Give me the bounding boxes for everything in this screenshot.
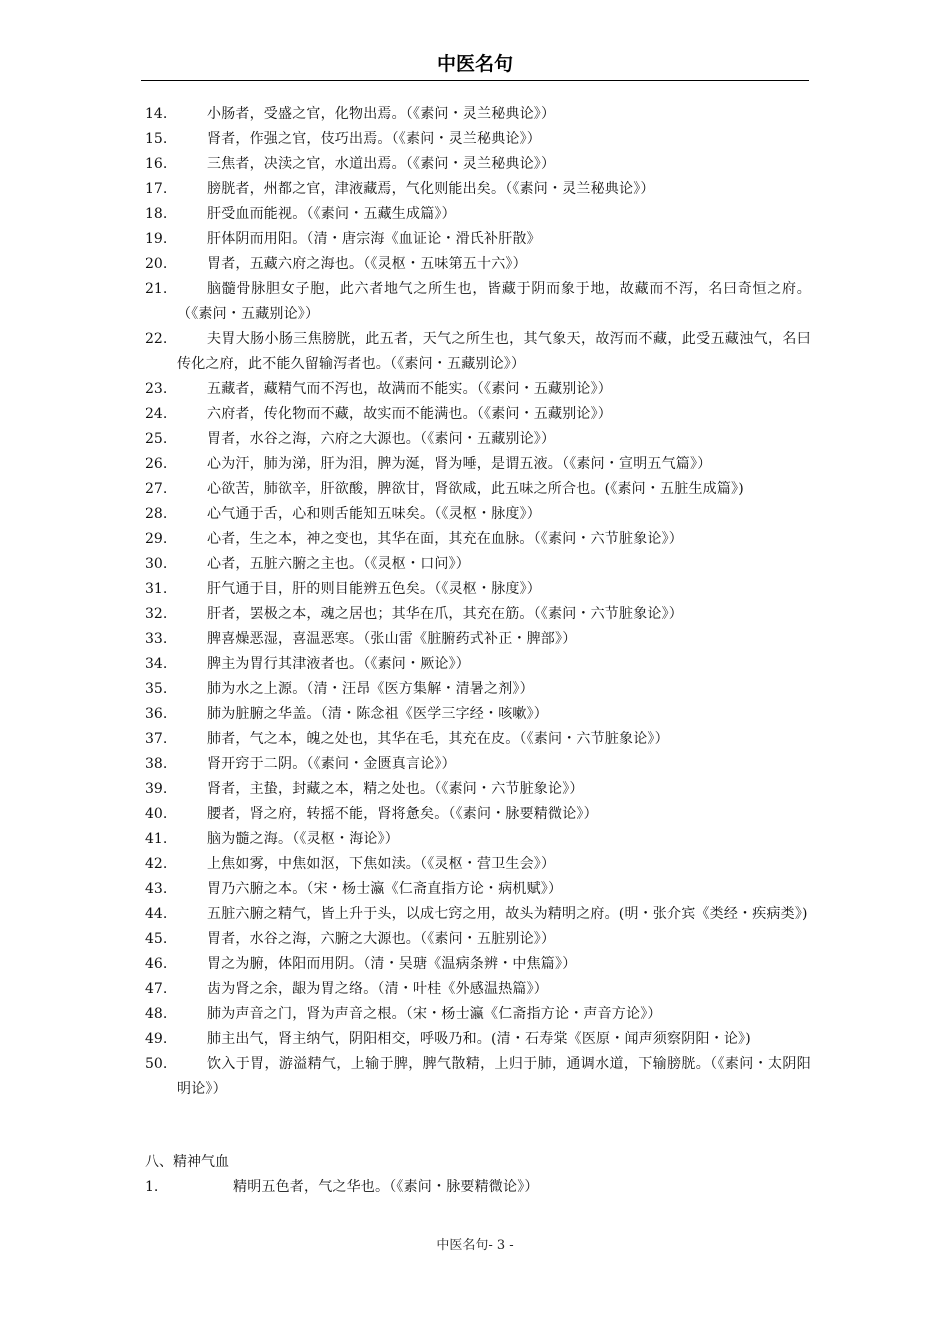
list-item	[0, 402, 950, 427]
item-text: 肝受血而能视。（《素问・五藏生成篇》）	[207, 206, 456, 222]
list-item	[0, 927, 950, 952]
page-header-title: 中医名句	[436, 53, 513, 75]
item-text: 膀胱者，州都之官，津液藏焉，气化则能出矣。（《素问・灵兰秘典论》）	[207, 181, 655, 197]
item-number: 47.	[145, 981, 168, 997]
item-text: 小肠者，受盛之官，化物出焉。（《素问・灵兰秘典论》）	[207, 106, 556, 122]
list-item	[0, 877, 950, 902]
item-text: 肺为水之上源。（清・汪昂《医方集解・清暑之剂》）	[207, 681, 534, 697]
list-item	[0, 902, 950, 927]
item-text: 精明五色者，气之华也。（《素问・脉要精微论》）	[233, 1179, 539, 1195]
list-item	[0, 827, 950, 852]
list-item	[0, 777, 950, 802]
page-footer: 中医名句- 3 -	[436, 1238, 514, 1253]
item-number: 49.	[145, 1031, 168, 1047]
list-item	[0, 1027, 950, 1052]
item-text: 脑髓骨脉胆女子胞，此六者地气之所生也，皆藏于阴而象于地，故藏而不泻，名曰奇恒之府。（《素问・五藏别论》）	[177, 281, 811, 322]
item-number: 28.	[145, 506, 168, 522]
item-number: 17.	[145, 181, 168, 197]
item-text: 肝气通于目，肝的则目能辨五色矣。（《灵枢・脉度》）	[207, 581, 541, 597]
item-number: 18.	[145, 206, 168, 222]
item-number: 25.	[145, 431, 168, 447]
item-text: 肺主出气，肾主纳气，阴阳相交，呼吸乃和。(清・石寿棠《医原・闻声须察阴阳・论》)	[207, 1031, 751, 1047]
list-item	[0, 577, 950, 602]
list-item	[0, 452, 950, 477]
item-text: 心者，五脏六腑之主也。（《灵枢・口问》）	[207, 556, 470, 572]
item-number: 48.	[145, 1006, 168, 1022]
item-text: 胃者，水谷之海，六腑之大源也。（《素问・五脏别论》）	[207, 931, 556, 947]
item-number: 23.	[145, 381, 168, 397]
item-text: 心欲苦，肺欲辛，肝欲酸，脾欲甘，肾欲咸，此五味之所合也。(《素问・五脏生成篇》)	[207, 481, 744, 497]
item-text: 心者，生之本，神之变也，其华在面，其充在血脉。（《素问・六节脏象论》）	[207, 531, 683, 547]
list-item	[0, 1002, 950, 1027]
item-text: 肾者，作强之官，伎巧出焉。（《素问・灵兰秘典论》）	[207, 131, 541, 147]
list-item	[0, 177, 950, 202]
item-number: 41.	[145, 831, 168, 847]
item-number: 19.	[145, 231, 168, 247]
item-number: 34.	[145, 656, 168, 672]
item-number: 15.	[145, 131, 168, 147]
item-text: 腰者，肾之府，转摇不能，肾将惫矣。（《素问・脉要精微论》）	[207, 806, 598, 822]
list-item	[0, 552, 950, 577]
item-text: 肝体阴而用阳。（清・唐宗海《血证论・滑氏补肝散》	[207, 231, 541, 247]
list-item	[0, 227, 950, 252]
item-text: 胃之为腑，体阳而用阴。（清・吴瑭《温病条辨・中焦篇》）	[207, 956, 577, 972]
item-number: 33.	[145, 631, 168, 647]
item-number: 22.	[145, 331, 168, 347]
item-number: 1.	[145, 1179, 159, 1195]
list-item	[0, 152, 950, 177]
item-text: 六府者，传化物而不藏，故实而不能满也。（《素问・五藏别论》）	[207, 406, 612, 422]
section-title: 八、精神气血	[145, 1154, 229, 1170]
list-item	[0, 852, 950, 877]
list-item	[0, 977, 950, 1002]
item-number: 35.	[145, 681, 168, 697]
item-number: 44.	[145, 906, 168, 922]
item-text: 肺为声音之门，肾为声音之根。（宋・杨士瀛《仁斋指方论・声音方论》）	[207, 1006, 662, 1022]
item-number: 45.	[145, 931, 168, 947]
item-text: 脾喜燥恶湿，喜温恶寒。（张山雷《脏腑药式补正・脾部》）	[207, 631, 577, 647]
item-number: 21.	[145, 281, 168, 297]
item-number: 42.	[145, 856, 168, 872]
item-number: 46.	[145, 956, 168, 972]
list-item	[0, 752, 950, 777]
list-item	[0, 102, 950, 127]
list-item	[0, 277, 950, 327]
item-number: 26.	[145, 456, 168, 472]
item-text: 五脏六腑之精气，皆上升于头，以成七窍之用，故头为精明之府。(明・张介宾《类经・疾病类》)	[207, 906, 808, 922]
item-number: 50.	[145, 1056, 168, 1072]
item-text: 肾开窍于二阴。（《素问・金匮真言论》）	[207, 756, 456, 772]
list-item	[0, 1052, 950, 1102]
item-number: 27.	[145, 481, 168, 497]
item-number: 30.	[145, 556, 168, 572]
list-item	[0, 427, 950, 452]
item-number: 37.	[145, 731, 168, 747]
item-number: 38.	[145, 756, 168, 772]
item-text: 五藏者，藏精气而不泻也，故满而不能实。（《素问・五藏别论》）	[207, 381, 612, 397]
quote-list	[0, 102, 950, 1102]
list-item	[0, 252, 950, 277]
item-number: 39.	[145, 781, 168, 797]
item-text: 胃者，五藏六府之海也。（《灵枢・五味第五十六》）	[207, 256, 527, 272]
item-number: 24.	[145, 406, 168, 422]
item-text: 上焦如雾，中焦如沤，下焦如渎。（《灵枢・营卫生会》）	[207, 856, 556, 872]
list-item	[0, 477, 950, 502]
list-item	[0, 502, 950, 527]
list-item	[0, 727, 950, 752]
list-item	[0, 952, 950, 977]
list-item	[0, 677, 950, 702]
item-text: 肝者，罢极之本，魂之居也；其华在爪，其充在筋。（《素问・六节脏象论》）	[207, 606, 683, 622]
item-number: 40.	[145, 806, 168, 822]
item-text: 胃乃六腑之本。（宋・杨士瀛《仁斋直指方论・病机赋》）	[207, 881, 563, 897]
item-text: 肺为脏腑之华盖。（清・陈念祖《医学三字经・咳嗽》）	[207, 706, 548, 722]
item-number: 14.	[145, 106, 168, 122]
item-number: 20.	[145, 256, 168, 272]
item-text: 胃者，水谷之海，六府之大源也。（《素问・五藏别论》）	[207, 431, 556, 447]
list-item	[0, 377, 950, 402]
list-item	[0, 627, 950, 652]
item-text: 夫胃大肠小肠三焦膀胱，此五者，天气之所生也，其气象天，故泻而不藏，此受五藏浊气，名曰传化之府，此不能久留输泻者也。（《素问・五藏别论》）	[177, 331, 811, 372]
header-divider	[141, 80, 809, 81]
item-text: 肺者，气之本，魄之处也，其华在毛，其充在皮。（《素问・六节脏象论》）	[207, 731, 669, 747]
item-text: 三焦者，决渎之官，水道出焉。（《素问・灵兰秘典论》）	[207, 156, 556, 172]
item-number: 36.	[145, 706, 168, 722]
list-item	[0, 127, 950, 152]
item-text: 齿为肾之余，龈为胃之络。（清・叶桂《外感温热篇》）	[207, 981, 548, 997]
list-item	[0, 202, 950, 227]
list-item	[0, 652, 950, 677]
item-text: 心气通于舌，心和则舌能知五味矣。（《灵枢・脉度》）	[207, 506, 541, 522]
item-text: 脑为髓之海。（《灵枢・海论》）	[207, 831, 399, 847]
item-number: 16.	[145, 156, 168, 172]
item-text: 肾者，主蛰，封藏之本，精之处也。（《素问・六节脏象论》）	[207, 781, 584, 797]
list-item	[0, 702, 950, 727]
list-item	[0, 327, 950, 377]
item-text: 脾主为胃行其津液者也。（《素问・厥论》）	[207, 656, 470, 672]
item-text: 心为汗，肺为涕，肝为泪，脾为涎，肾为唾，是谓五液。（《素问・宣明五气篇》）	[207, 456, 712, 472]
item-number: 31.	[145, 581, 168, 597]
item-text: 饮入于胃，游溢精气，上输于脾，脾气散精，上归于肺，通调水道，下输膀胱。（《素问・太阴阳明论》）	[177, 1056, 811, 1097]
item-number: 29.	[145, 531, 168, 547]
list-item	[0, 527, 950, 552]
item-number: 43.	[145, 881, 168, 897]
item-number: 32.	[145, 606, 168, 622]
list-item	[0, 802, 950, 827]
list-item	[0, 602, 950, 627]
